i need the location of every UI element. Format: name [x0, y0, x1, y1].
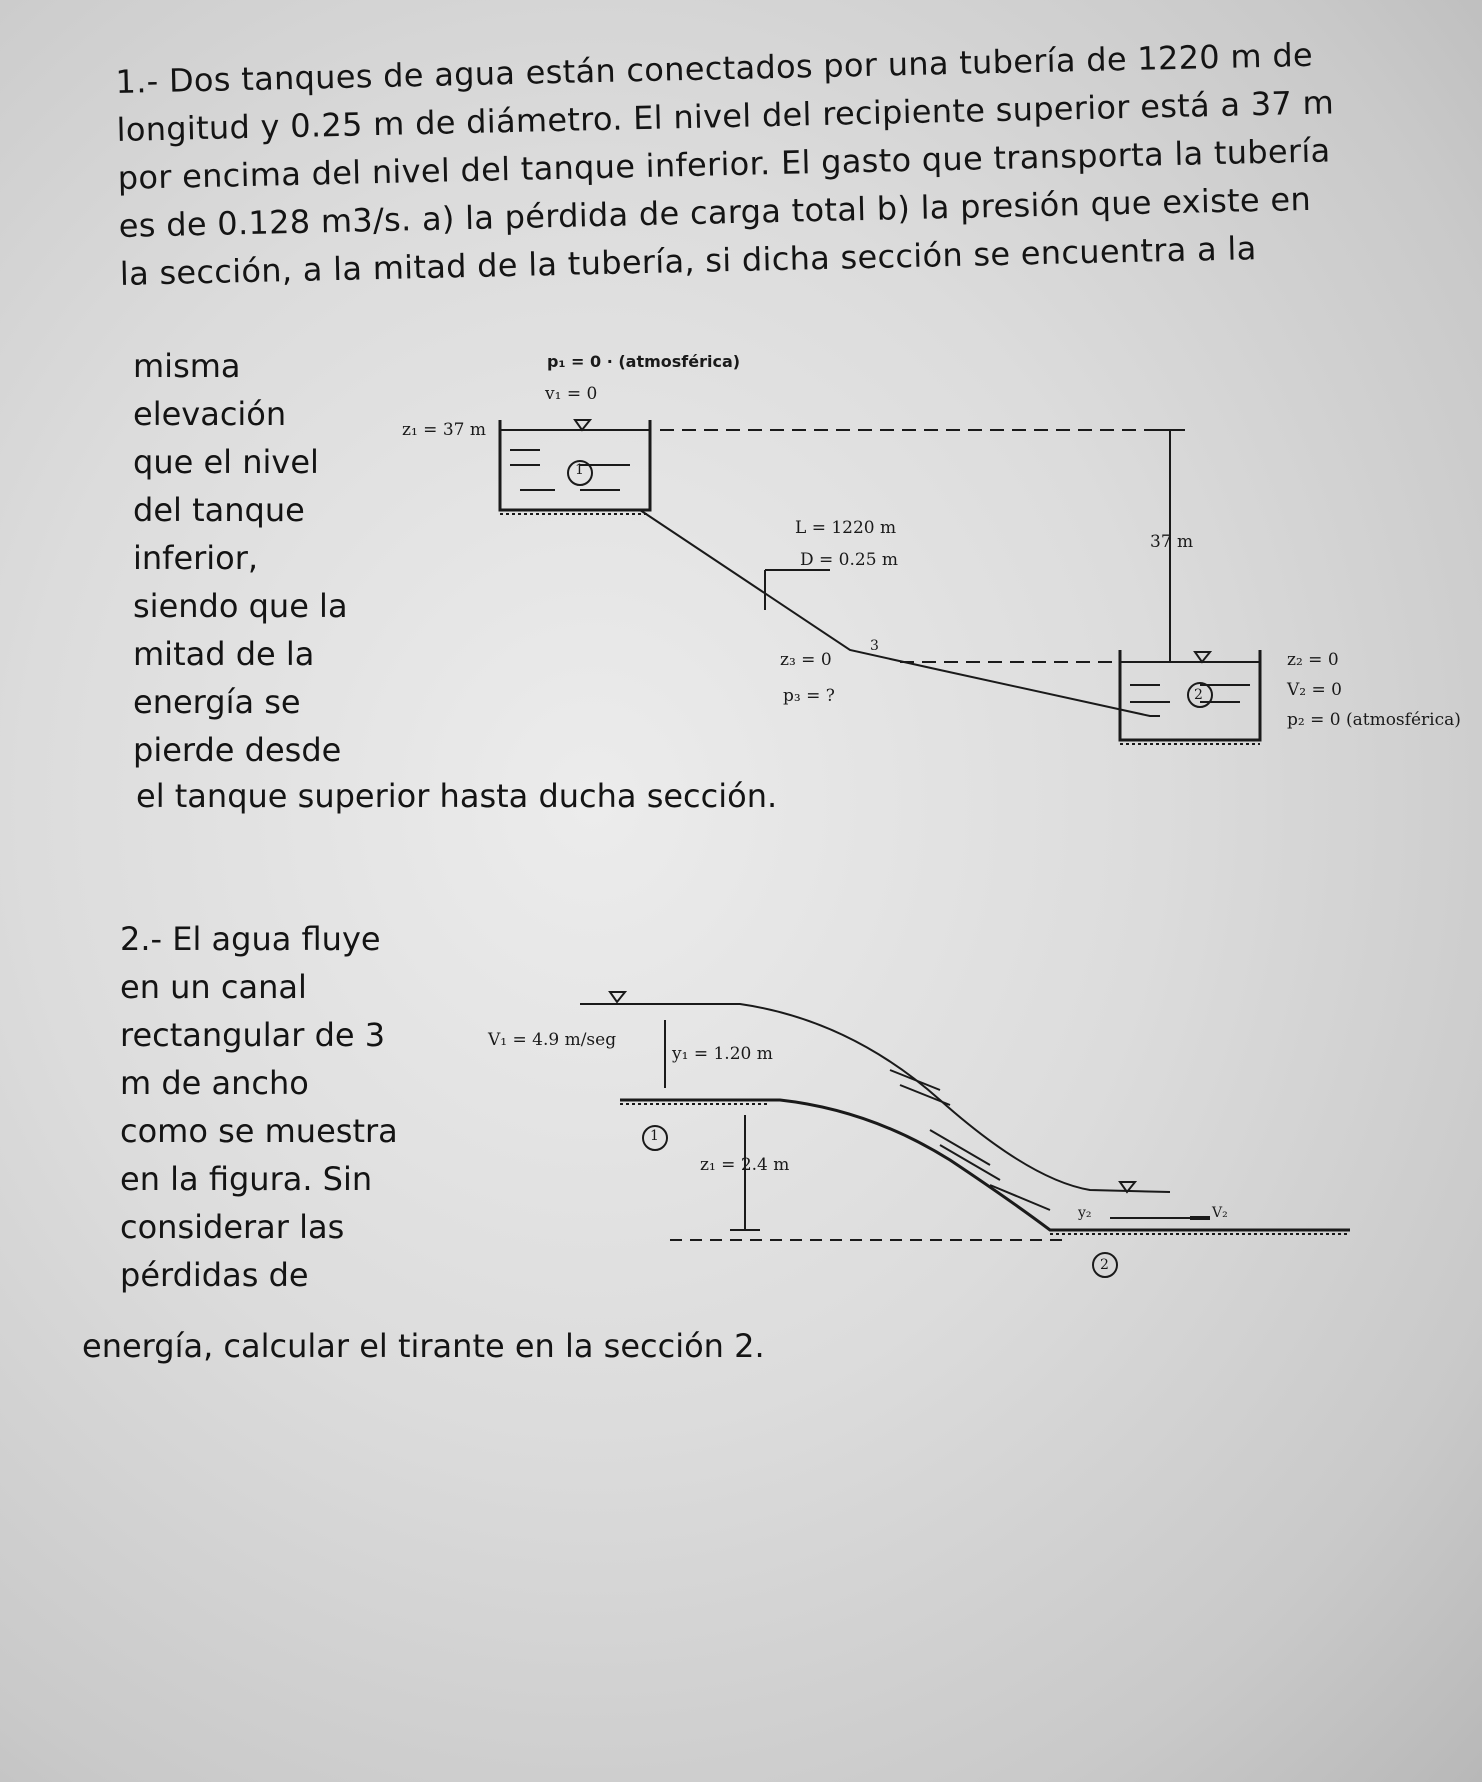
p2-label: p₂ = 0 (atmosférica)	[1287, 710, 1461, 730]
section-1-number: 1	[650, 1128, 659, 1144]
y2-label: y₂	[1078, 1205, 1092, 1221]
p1-label: p₁ = 0 · (atmosférica)	[547, 352, 741, 371]
height-label: 37 m	[1150, 532, 1194, 552]
side-line: en la figura. Sin	[120, 1160, 373, 1198]
side-line: considerar las	[120, 1208, 345, 1246]
z1-label: z₁ = 2.4 m	[700, 1155, 790, 1175]
side-line: como se muestra	[120, 1112, 398, 1150]
side-line: 2.- El agua fluye	[120, 920, 381, 958]
problem-1-line: 1.- Dos tanques de agua están conectados por una tubería de 1220 m de	[115, 35, 1314, 101]
problem-1-line: es de 0.128 m3/s. a) la pérdida de carga total b) la presión que existe en	[118, 179, 1312, 245]
tank-2-number: 2	[1194, 687, 1203, 703]
free-surface-marker	[575, 420, 590, 430]
problem-2-last-line	[82, 1322, 765, 1370]
pipe	[640, 510, 1160, 716]
v2-label: V₂	[1212, 1205, 1228, 1221]
figure-2-channel-diagram	[470, 980, 1370, 1300]
z1-label: z₁ = 37 m	[402, 420, 486, 440]
side-line: en un canal	[120, 968, 307, 1006]
last-line-text: energía, calcular el tirante en la sección 2.	[82, 1327, 765, 1365]
side-line: pierde desde	[133, 731, 342, 769]
problem-1-statement	[115, 28, 1460, 298]
problem-1-side-text	[133, 342, 373, 774]
section-2-number: 2	[1100, 1257, 1109, 1273]
tank-1-number: 1	[575, 462, 584, 478]
side-line: energía se	[133, 683, 301, 721]
problem-1-last-line	[136, 772, 777, 820]
problem-1-line: por encima del nivel del tanque inferior. El gasto que transporta la tubería	[117, 131, 1331, 197]
y1-label: y₁ = 1.20 m	[672, 1044, 773, 1064]
side-line: mitad de la	[133, 635, 315, 673]
z2-label: z₂ = 0	[1287, 650, 1339, 670]
v1-label: v₁ = 0	[545, 384, 598, 404]
v2-label: V₂ = 0	[1287, 680, 1342, 700]
upstream-water-surface	[580, 1004, 1170, 1192]
last-line-text: el tanque superior hasta ducha sección.	[136, 777, 778, 815]
section-3-label: 3	[870, 638, 879, 654]
side-line: pérdidas de	[120, 1256, 309, 1294]
side-line: rectangular de 3	[120, 1016, 386, 1054]
problem-1-line: longitud y 0.25 m de diámetro. El nivel del recipiente superior está a 37 m	[116, 83, 1335, 149]
side-line: misma	[133, 347, 241, 385]
problem-1-line: la sección, a la mitad de la tubería, si dicha sección se encuentra a la	[119, 229, 1257, 293]
problem-2-side-text	[120, 915, 440, 1299]
z3-label: z₃ = 0	[780, 650, 832, 670]
side-line: m de ancho	[120, 1064, 309, 1102]
side-line: del tanque	[133, 491, 305, 529]
v1-label: V₁ = 4.9 m/seg	[488, 1030, 617, 1050]
side-line: siendo que la	[133, 587, 348, 625]
lower-tank	[1120, 650, 1260, 740]
side-line: que el nivel	[133, 443, 319, 481]
p3-label: p₃ = ?	[783, 686, 835, 706]
side-line: elevación	[133, 395, 287, 433]
side-line: inferior,	[133, 539, 259, 577]
diameter-label: D = 0.25 m	[800, 550, 899, 570]
length-label: L = 1220 m	[795, 518, 897, 538]
